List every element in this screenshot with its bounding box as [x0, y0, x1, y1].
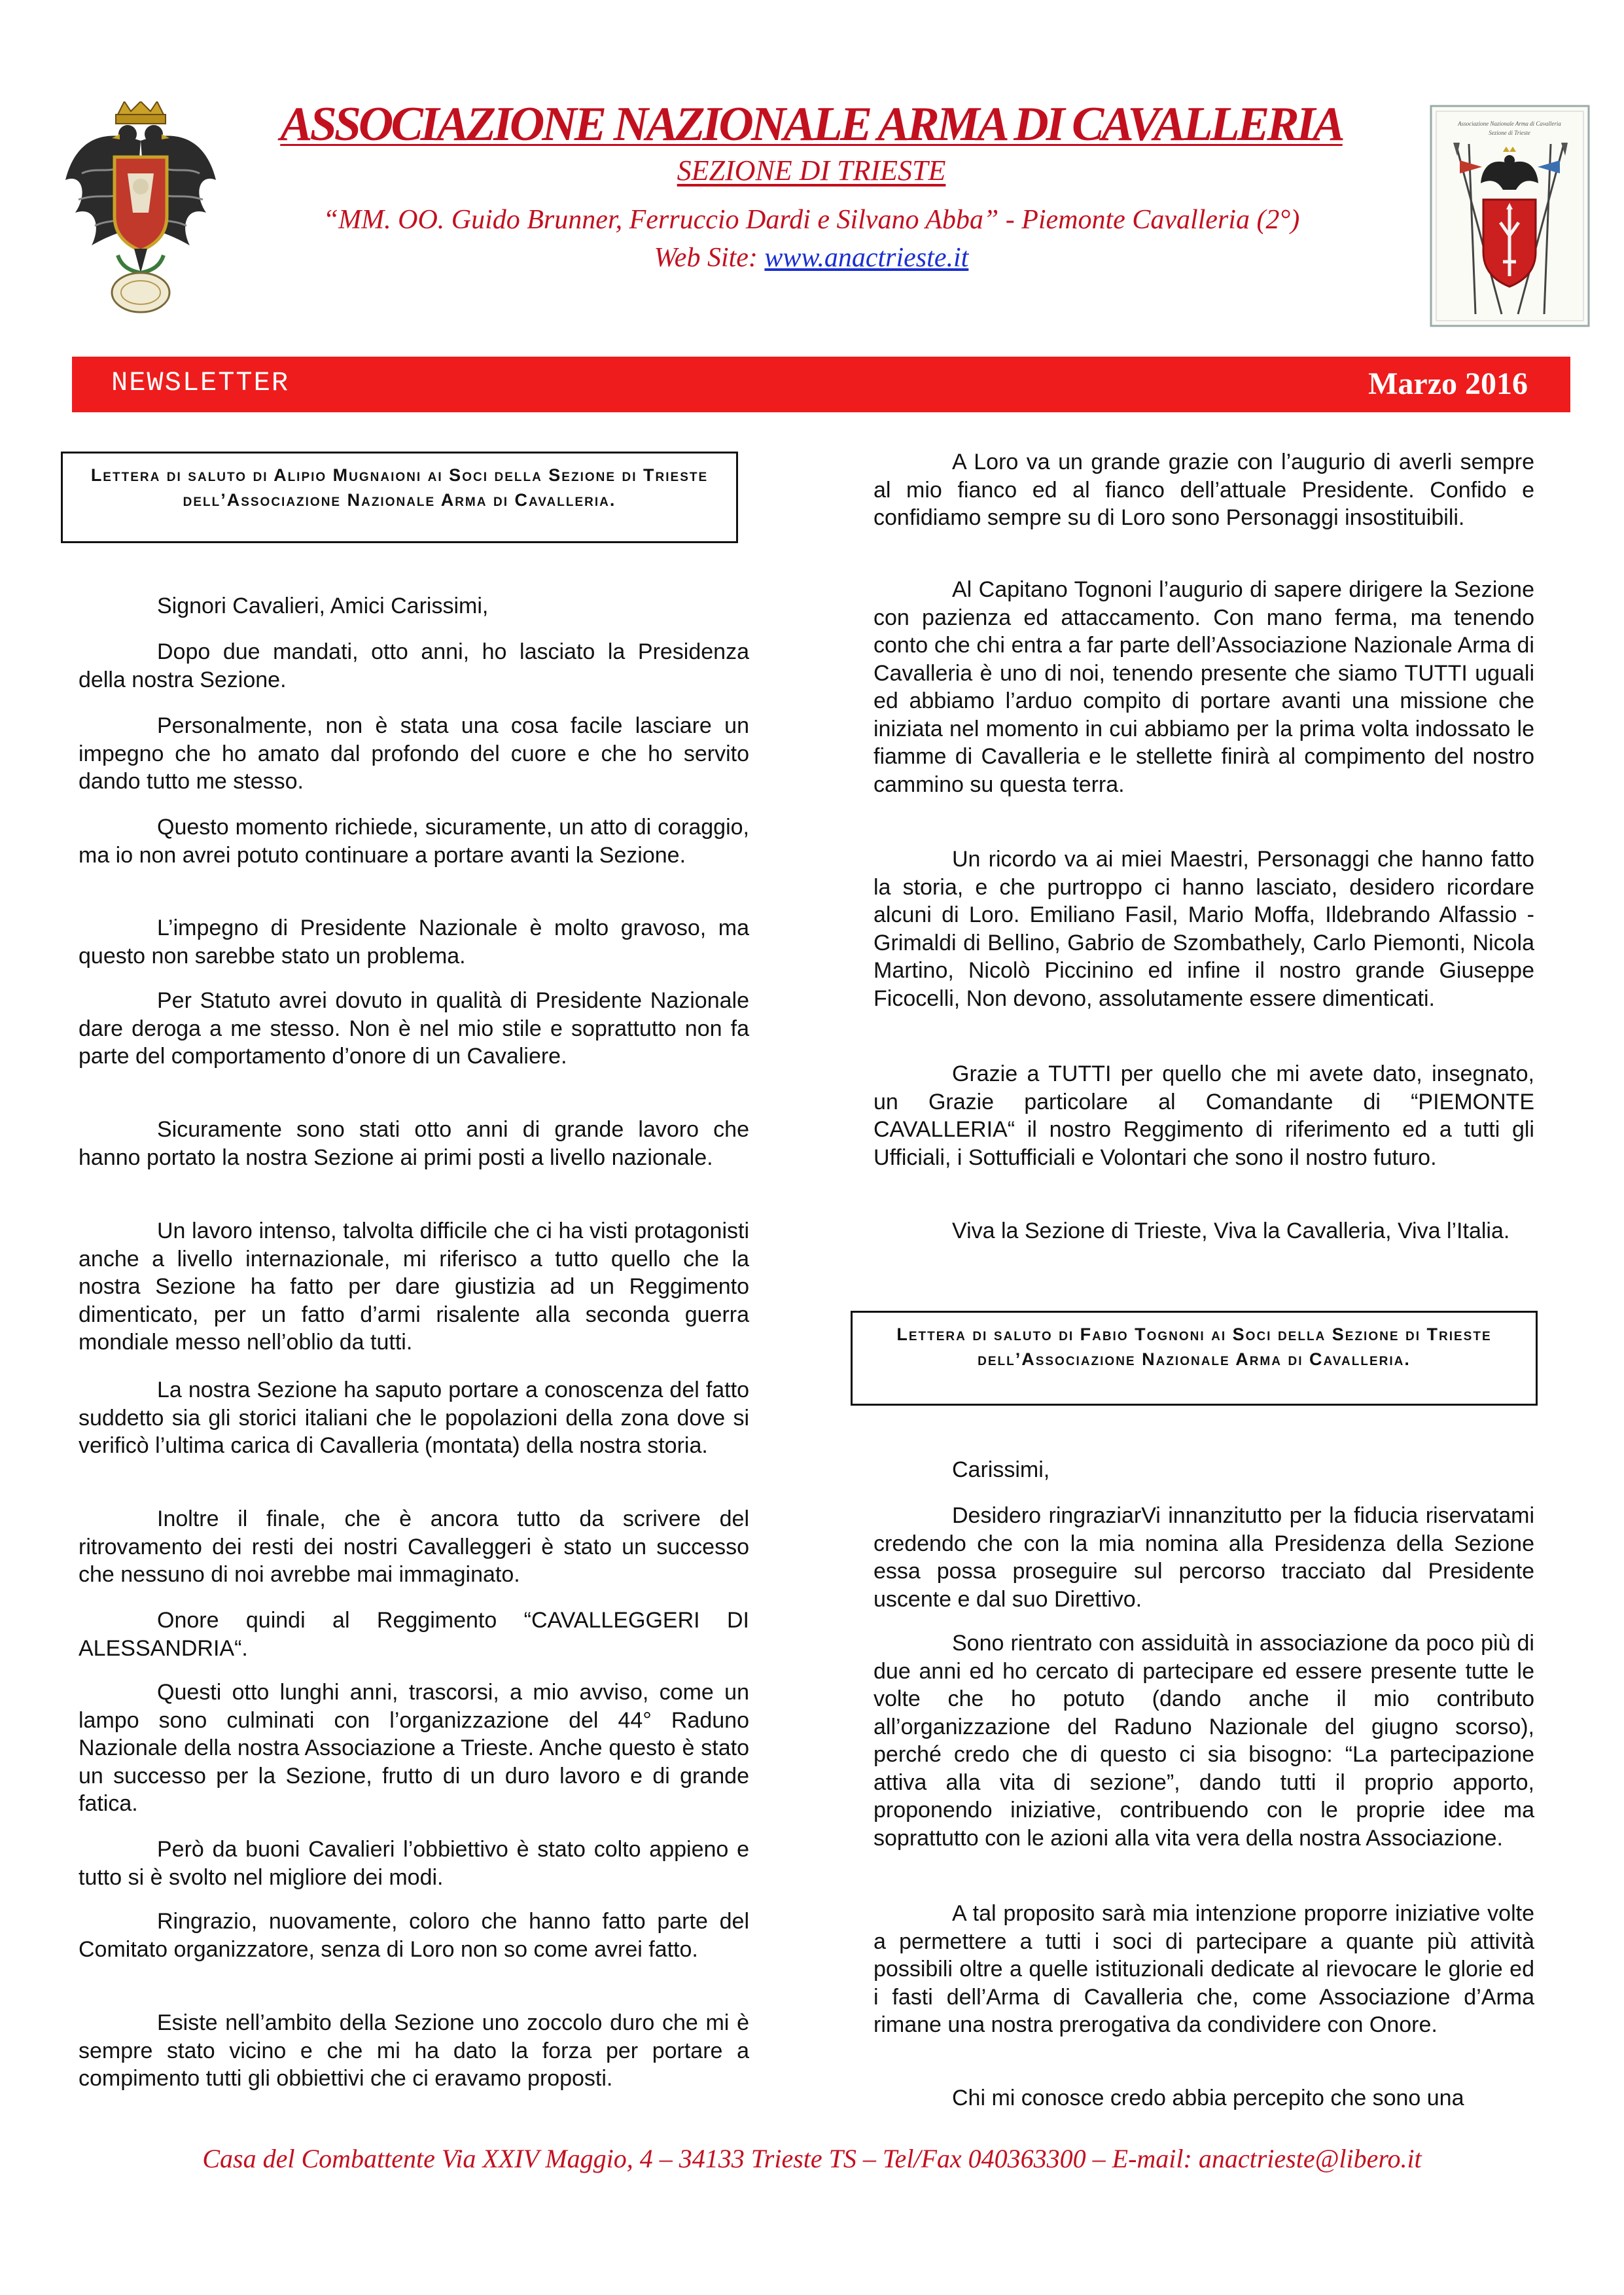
section-trieste-logo [1430, 105, 1590, 327]
website-link[interactable]: www.anactrieste.it [764, 243, 969, 273]
left-paragraph: Inoltre il finale, che è ancora tutto da scrivere del ritrovamento dei resti dei nostri Cavalleggeri è stato un successo che nessuno di noi avrebbe mai immaginato. [79, 1506, 749, 1587]
right-paragraph: Desidero ringraziarVi innanzitutto per la fiducia riservatami credendo che con la mia nomina alla Presidenza della Sezione essa possa proseguire sul percorso tracciato dal Presidente uscente e dal suo Direttivo. [874, 1503, 1534, 1612]
left-paragraph: L’impegno di Presidente Nazionale è molto gravoso, ma questo non sarebbe stato un problema. [79, 916, 749, 969]
right-letter-title: Lettera di saluto di Fabio Tognoni ai Soci della Sezione di Trieste dell’Associazione Nazionale Arma di Cavalleria. [896, 1325, 1492, 1369]
lances-shield-icon [1430, 105, 1590, 327]
right-paragraph: Al Capitano Tognoni l’augurio di sapere dirigere la Sezione con pazienza ed attaccamento. Con mano ferma, ma tenendo conto che chi entra a far parte dell’Associazione Nazionale Arma di Cavalleria è uno di noi, tenendo presente che siamo TUTTI uguali ed abbiamo l’arduo compito di portare avanti una missione che iniziata nel momento in cui abbiamo per la prima volta indossato le fiamme di Cavalleria e le stellette finirà al compimento del nostro cammino su questa terra. [874, 577, 1534, 797]
right-paragraph: A tal proposito sarà mia intenzione proporre iniziative volte a permettere a tutti i soci di partecipare a quante più attività possibili oltre a quelle istituzionali dedicate al rievocare le glorie ed i fasti dell’Arma di Cavalleria che, come Associazione d’Arma rimane una nostra prerogativa da condividere con Onore. [874, 1901, 1534, 2037]
right-paragraph: Sono rientrato con assiduità in associazione da poco più di due anni ed ho cercato di partecipare ed essere presente tutte le volte che ho potuto (dando anche il mio contributo all’organizzazione del Raduno Nazionale del giugno scorso), perché credo che di questo ci sia bisogno: “La partecipazione attiva alla vita di sezione”, dando tutti il proprio apporto, proponendo iniziative, contribuendo con le proprie idee ma soprattutto con le azioni alla vita vera della nostra Associazione. [874, 1631, 1534, 1851]
left-paragraph: Questi otto lunghi anni, trascorsi, a mio avviso, come un lampo sono culminati con l’organizzazione del 44° Raduno Nazionale della nostra Associazione a Trieste. Anche questo è stato un successo per la Sezione, frutto di un duro lavoro e di grande fatica. [79, 1680, 749, 1816]
right-paragraph: Carissimi, [952, 1457, 1050, 1482]
issue-date: Marzo 2016 [1368, 366, 1528, 401]
left-paragraph: Personalmente, non è stata una cosa facile lasciare un impegno che ho amato dal profondo del cuore e che ho servito dando tutto me stesso. [79, 713, 749, 794]
association-crest-logo [62, 101, 219, 317]
svg-text:Sezione di Trieste: Sezione di Trieste [1489, 130, 1530, 136]
right-letter-title-box [851, 1311, 1538, 1406]
left-paragraph: Esiste nell’ambito della Sezione uno zoccolo duro che mi è sempre stato vicino e che mi ha dato la forza per portare a compimento tutti gli obbiettivi che ci eravamo proposti. [79, 2010, 749, 2091]
left-paragraph: Sicuramente sono stati otto anni di grande lavoro che hanno portato la nostra Sezione ai primi posti a livello nazionale. [79, 1117, 749, 1170]
left-paragraph: Ringrazio, nuovamente, coloro che hanno fatto parte del Comitato organizzatore, senza di Loro non so come avrei fatto. [79, 1909, 749, 1962]
section-motto: “MM. OO. Guido Brunner, Ferruccio Dardi e Silvano Abba” - Piemonte Cavalleria (2°) [323, 205, 1300, 235]
left-letter-title-box [61, 452, 738, 543]
right-paragraph: Grazie a TUTTI per quello che mi avete dato, insegnato, un Grazie particolare al Comandante di “PIEMONTE CAVALLERIA“ il nostro Reggimento di riferimento ed a tutti gli Ufficiali, i Sottufficiali e Volontari che sono il nostro futuro. [874, 1061, 1534, 1170]
website-label: Web Site: [654, 243, 765, 273]
left-paragraph: Però da buoni Cavalieri l’obbiettivo è stato colto appieno e tutto si è svolto nel migliore dei modi. [79, 1837, 749, 1890]
right-paragraph: Chi mi conosce credo abbia percepito che sono una [952, 2086, 1464, 2110]
newsletter-banner [72, 357, 1570, 412]
right-paragraph: Viva la Sezione di Trieste, Viva la Cavalleria, Viva l’Italia. [952, 1219, 1510, 1243]
website-line [236, 242, 1387, 274]
left-paragraph: Onore quindi al Reggimento “CAVALLEGGERI DI ALESSANDRIA“. [79, 1608, 749, 1661]
footer-contact: Casa del Combattente Via XXIV Maggio, 4 – 34133 Trieste TS – Tel/Fax 040363300 – E-mail: anactrieste@libero.it [202, 2144, 1422, 2173]
section-subtitle: SEZIONE DI TRIESTE [677, 154, 946, 187]
left-paragraph: La nostra Sezione ha saputo portare a conoscenza del fatto suddetto sia gli storici italiani che le popolazioni della zona dove si verificò l’ultima carica di Cavalleria (montata) della nostra storia. [79, 1378, 749, 1458]
right-paragraph: A Loro va un grande grazie con l’augurio di averli sempre al mio fianco ed al fianco dell’attuale Presidente. Confido e confidiamo sempre su di Loro sono Personaggi insostituibili. [874, 450, 1534, 530]
crest-eagle-icon [62, 101, 219, 317]
left-paragraph: Signori Cavalieri, Amici Carissimi, [157, 594, 489, 618]
left-letter-title: Lettera di saluto di Alipio Mugnaioni ai Soci della Sezione di Trieste dell’Associazione Nazionale Arma di Cavalleria. [90, 465, 709, 510]
right-paragraph: Un ricordo va ai miei Maestri, Personaggi che hanno fatto la storia, e che purtroppo ci hanno lasciato, desidero ricordare alcuni di Loro. Emiliano Fasil, Mario Moffa, Ildebrando Alfassio - Grimaldi di Bellino, Gabrio de Szombathely, Carlo Piemonti, Nicola Martino, Nicolò Piccinino ed infine il nostro grande Giuseppe Ficocelli, Non devono, assolutamente essere dimenticati. [874, 847, 1534, 1011]
left-paragraph: Per Statuto avrei dovuto in qualità di Presidente Nazionale dare deroga a me stesso. Non è nel mio stile e soprattutto non fa parte del comportamento d’onore di un Cavaliere. [79, 988, 749, 1069]
left-paragraph: Questo momento richiede, sicuramente, un atto di coraggio, ma io non avrei potuto continuare a portare avanti la Sezione. [79, 815, 749, 868]
left-paragraph: Un lavoro intenso, talvolta difficile che ci ha visti protagonisti anche a livello internazionale, mi riferisco a tutto quello che la nostra Sezione ha fatto per dare giustizia ad un Reggimento dimenticato, per un fatto d’armi risalente alla seconda guerra mondiale messo nell’oblio da tutti. [79, 1219, 749, 1355]
svg-text:Associazione Nazionale Arma di: Associazione Nazionale Arma di Cavalleria [1458, 120, 1561, 127]
newsletter-label: NEWSLETTER [111, 367, 290, 399]
association-title: ASSOCIAZIONE NAZIONALE ARMA DI CAVALLERIA [280, 98, 1343, 151]
left-paragraph: Dopo due mandati, otto anni, ho lasciato la Presidenza della nostra Sezione. [79, 639, 749, 692]
